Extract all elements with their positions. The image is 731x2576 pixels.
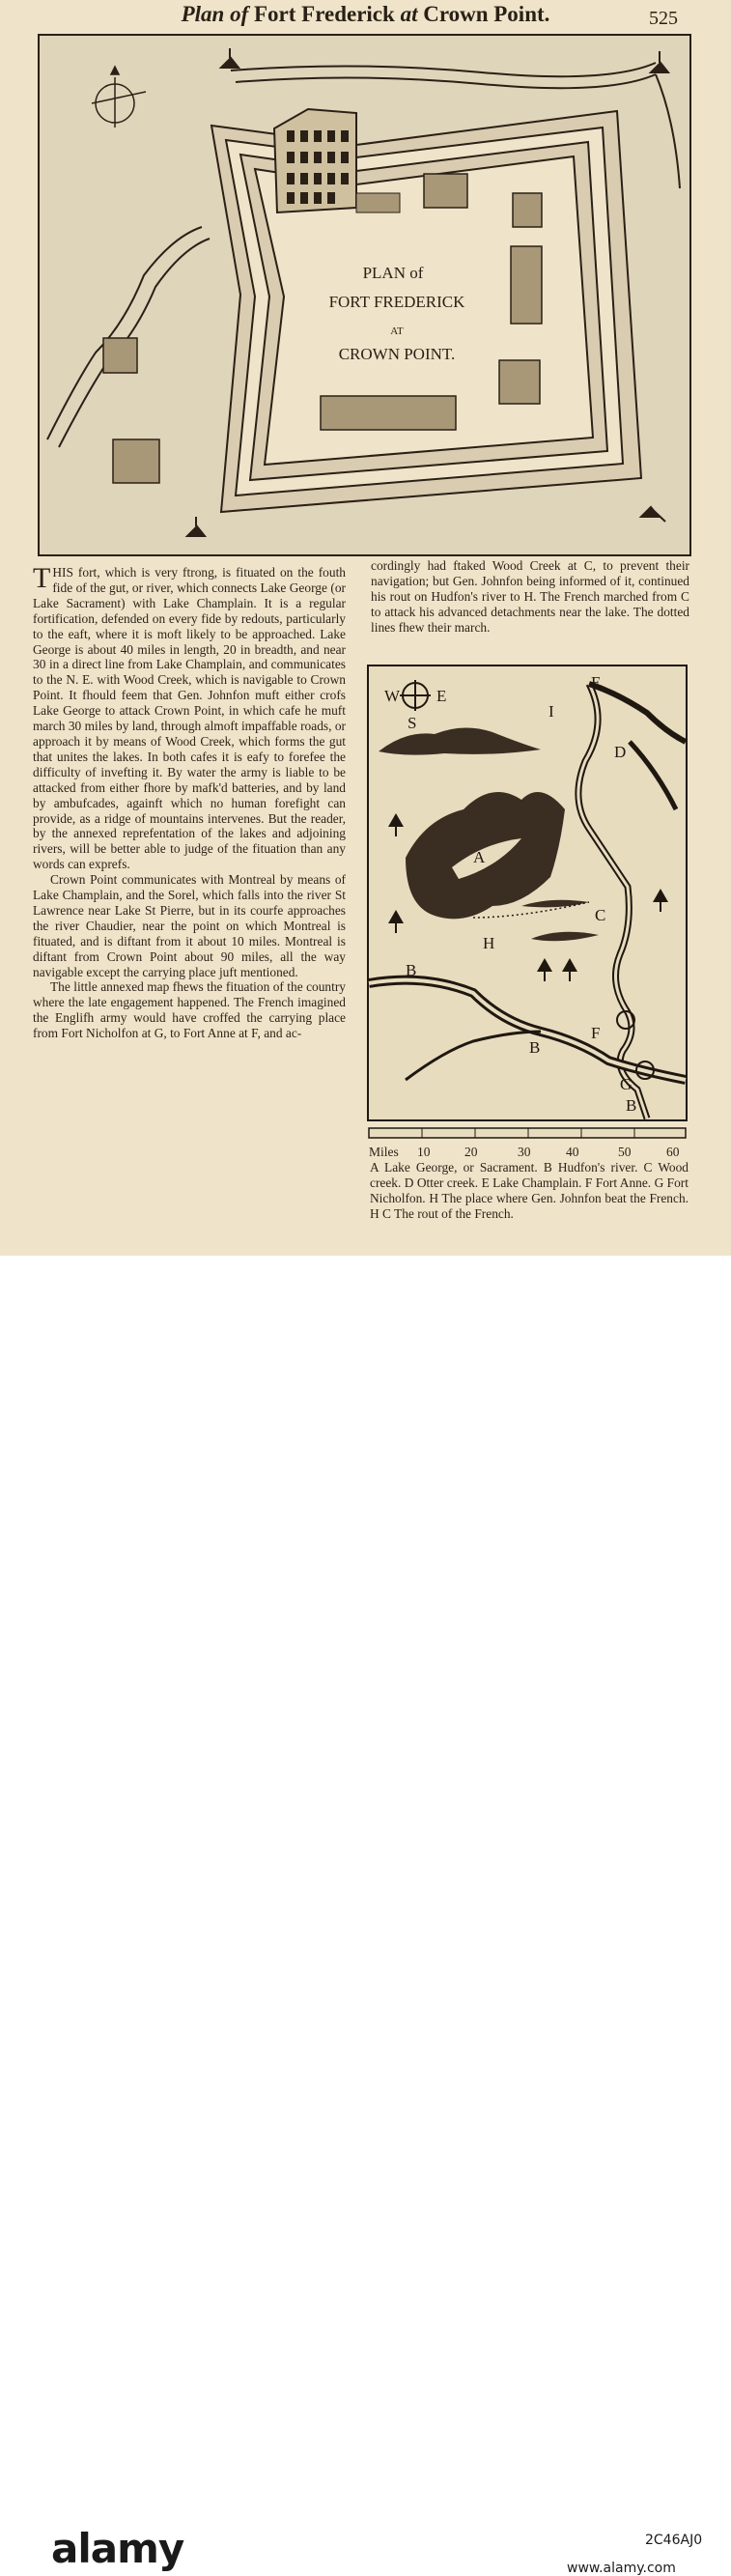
map-label-d: D [614, 743, 627, 761]
alamy-logo: alamy [51, 2525, 184, 2572]
map-label-e: E [591, 673, 602, 692]
title-place: Crown Point. [423, 2, 550, 26]
map-label-b1: B [406, 961, 417, 979]
map-caption: A Lake George, or Sacrament. B Hudfon's river. C Wood creek. D Otter creek. E Lake Champlain. F Fort Anne. G Fort Nicholfon. H The place where Gen. Johnfon beat the French. H C The rout of the French. [370, 1160, 689, 1221]
map-compass-w: W [384, 687, 401, 705]
scale-tick: 20 [464, 1145, 478, 1159]
lake-george-map [367, 665, 688, 1121]
map-compass-e: E [436, 687, 447, 705]
map-label-c: C [595, 906, 606, 924]
image-id: 2C46AJ0 [645, 2533, 703, 2548]
left-text-column [33, 562, 346, 1041]
plan-label-4: CROWN POINT. [338, 345, 456, 363]
scale-tick: 10 [417, 1145, 431, 1159]
scale-tick: 40 [566, 1145, 579, 1159]
book-page [0, 0, 731, 1256]
left-paragraph-1 [33, 562, 346, 872]
map-label-f: F [591, 1024, 601, 1042]
map-label-h: H [483, 934, 495, 952]
plan-label-3: AT [390, 326, 404, 337]
left-paragraph-3: The little annexed map fhews the fituation of the country where the late engagement happened. The French imagined the Englifh army would have croffed the carrying place from Fort Nicholfon at G, to Fort Anne at F, and ac- [33, 979, 346, 1041]
page-number: 525 [649, 8, 678, 29]
map-label-b3: B [626, 1096, 637, 1115]
dropcap-t: T [33, 562, 51, 594]
title-name: Fort Frederick [253, 2, 395, 26]
left-paragraph-2: Crown Point communicates with Montreal by means of Lake Champlain, and the Sorel, which falls into the river St Lawrence near Lake St Pierre, but in its courfe approaches the river Chaudier, near the point on which Montreal is fituated, and is diftant from it about 10 miles. Montreal is diftant from Crown Point about 90 miles, all the way navigable except the carrying place juft mentioned. [33, 872, 346, 979]
map-label-a: A [473, 848, 486, 866]
right-text-column [371, 558, 689, 636]
scale-miles-label: Miles [369, 1145, 399, 1159]
page-title [0, 2, 731, 27]
site-url: www.alamy.com [567, 2561, 676, 2576]
plan-label-1: PLAN of [362, 264, 424, 282]
title-prefix: Plan [181, 2, 225, 26]
right-paragraph: cordingly had ftaked Wood Creek at C, to prevent their navigation; but Gen. Johnfon being informed of it, continued his rout on Hudfon's river to H. The French marched from C to attack his advanced detachments near the lake. The dotted lines fhew their march. [371, 558, 689, 635]
map-label-b2: B [529, 1038, 541, 1057]
map-compass-s: S [408, 714, 417, 732]
title-at: at [400, 2, 418, 26]
plan-label-2: FORT FREDERICK [328, 293, 465, 311]
left-paragraph-1-text: HIS fort, which is very ftrong, is fituated on the fouth fide of the gut, or river, which connects Lake George (or Lake Sacrament) with Lake Champlain. It is a regular fortification, defended on every fide by redouts, particularly to the eaft, where it is moft likely to be approached. Lake George is about 40 miles in length, 20 in breadth, and near 30 in a direct line from Lake Champlain, and communicates to the N. E. with Wood Creek, which is navigable to Crown Point. It fhould feem that Gen. Johnfon muft either crofs Lake George to attack Crown Point, in which cafe he muft march 30 miles by land, through almoft impaffable roads, or approach it by means of Wood Creek, which forms the gut that unites the lakes. In both cafes it is eafy to forefee the difficulty of invefting it. By water the army is liable to be attacked from either fhore by mafk'd batteries, and by land by ambufcades, againft which no human forefight can provide, as a ridge of mountains intervenes. But the reader, by the annexed reprefentation of the lakes and adjoining rivers, will be better able to judge of the fituation than any words can exprefs. [33, 565, 346, 872]
scale-bar [367, 1122, 688, 1146]
fort-plan-engraving [38, 34, 691, 556]
map-label-i: I [548, 702, 554, 721]
title-of: of [230, 2, 249, 26]
scale-tick: 60 [666, 1145, 680, 1159]
scale-tick: 30 [518, 1145, 531, 1159]
scale-tick: 50 [618, 1145, 632, 1159]
map-label-g: G [620, 1075, 633, 1093]
watermark-footer [0, 1256, 731, 2576]
